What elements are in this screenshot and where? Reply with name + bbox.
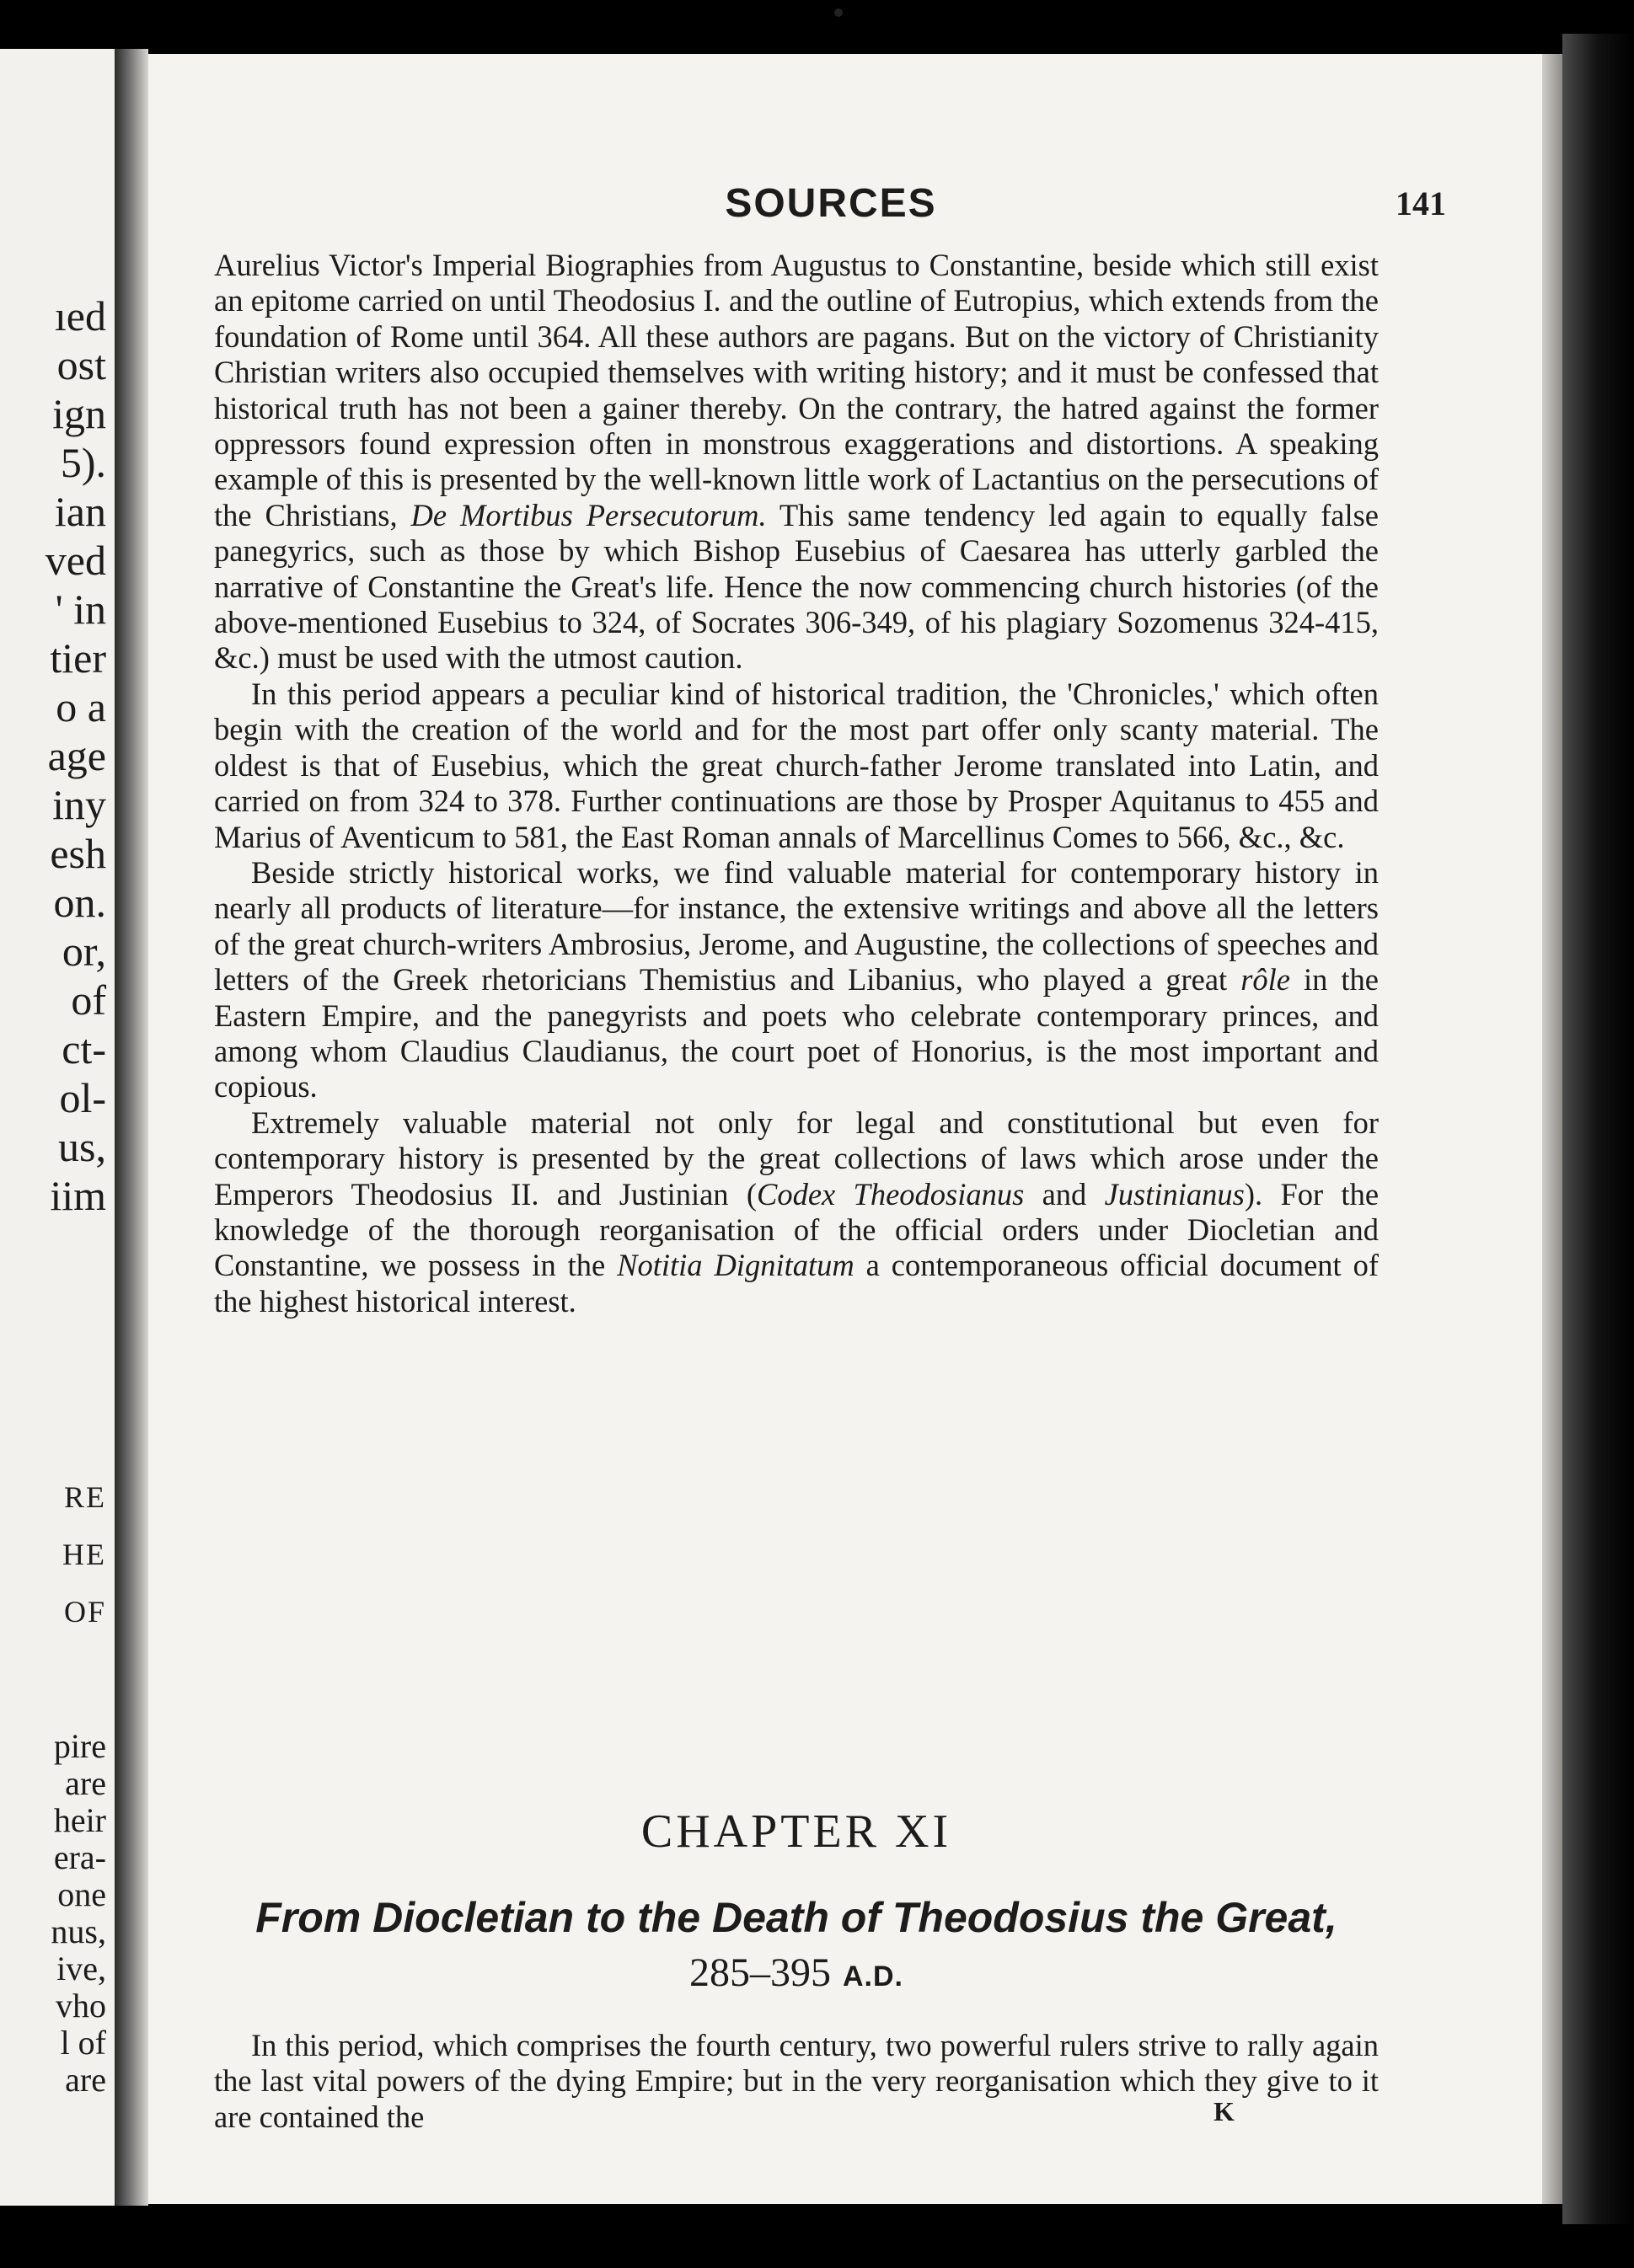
facing-page-text: RE (63, 1480, 106, 1514)
chapter-heading: CHAPTER XI (640, 1805, 952, 1858)
facing-page-text: era- (53, 1838, 106, 1876)
facing-page-text: iny (52, 781, 106, 828)
paragraph (214, 855, 1379, 1105)
scan-border (1562, 34, 1634, 2224)
facing-page-text: iim (50, 1172, 106, 1219)
facing-page-text: ' in (55, 586, 106, 633)
facing-page-fragment (0, 49, 115, 2206)
running-title: SOURCES (725, 181, 937, 226)
chapter-title (214, 1891, 1379, 2003)
facing-page-text: one (57, 1875, 106, 1913)
facing-page-text: us, (58, 1123, 106, 1170)
text-run: Beside strictly historical works, we find valuable material for contemporary history in nearly all products of literature—for instance, the extensive writings and above all the letters of the great church-writers Ambrosius, Jerome, and Augustine, the collections of speeches and letters of the Greek rhetoricians Themistius and Libanius, who played a great (214, 854, 1379, 998)
facing-page-text: heir (53, 1801, 106, 1839)
facing-page-text: or, (62, 928, 106, 975)
facing-page-text: o a (56, 683, 106, 730)
facing-page-text: esh (50, 830, 106, 877)
chapter-title-era: A.D. (842, 1960, 903, 1993)
italic-title: Notitia Dignitatum (617, 1248, 855, 1283)
paragraph (214, 248, 1379, 677)
scan-dot (834, 8, 843, 17)
chapter-body-text (214, 2028, 1379, 2135)
facing-page-text: nus, (51, 1912, 106, 1950)
text-run: This same tendency led again to equally false panegyrics, such as those by which Bishop Eusebius of Caesarea has utterly garbled the narrative of Constantine the Great's life. Hence the now commencing church histories (of the above-mentioned Eusebius to 324, of Socrates 306-349, of his plagiary Sozomenus 324-415, &c.) must be used with the utmost caution. (214, 497, 1380, 676)
italic-title: De Mortibus Persecutorum. (410, 497, 767, 532)
text-run: a contemporaneous official document of the highest historical interest. (214, 1248, 1379, 1319)
page-header (216, 180, 1446, 231)
facing-page-text: ct- (62, 1025, 106, 1072)
signature-mark: K (1213, 2096, 1235, 2126)
facing-page-text: l of (60, 2024, 106, 2062)
facing-page-text: OF (63, 1595, 106, 1629)
page-edge (1542, 54, 1562, 2204)
paragraph: In this period, which comprises the fourth century, two powerful rulers strive to rally again the last vital powers of the dying Empire; but in the very reorganisation which they give to it are contained the (214, 2028, 1379, 2134)
paragraph (214, 1105, 1379, 1319)
text-run: Aurelius Victor's Imperial Biographies from Augustus to Constantine, beside which still exist an epitome carried on until Theodosius I. and the outline of Eutropius, which extends from the foundation of Rome until 364. All these authors are pagans. But on the victory of Christianity Christian writers also occupied themselves with writing history; and it must be confessed that historical truth has not been a gainer thereby. On the contrary, the hatred against the former oppressors found expression often in monstrous exaggerations and distortions. A speaking example of this is presented by the well-known little work of Lactantius on the persecutions of the Christians, (214, 248, 1379, 532)
facing-page-text: on. (53, 879, 106, 926)
book-page (148, 54, 1542, 2204)
text-run: Extremely valuable material not only for legal and constitutional but even for contemporary history is presented by the great collections of laws which arose under the Emperors Theodosius II. and Justinian ( (214, 1105, 1379, 1212)
facing-page-text: pire (53, 1727, 106, 1765)
facing-page-text: are (65, 2061, 106, 2099)
text-run: ). For the knowledge of the thorough reorganisation of the official orders under Diocletian and Constantine, we possess in the (214, 1176, 1380, 1283)
italic-word: rôle (1240, 962, 1290, 998)
facing-page-text: ost (56, 341, 106, 388)
facing-page-text: ved (45, 537, 106, 584)
facing-page-text: 5). (60, 439, 106, 486)
chapter-title-dates: 285–395 (689, 1950, 832, 1995)
book-gutter (115, 49, 148, 2206)
facing-page-text: ıed (54, 292, 106, 340)
facing-page-text: ive, (56, 1950, 106, 1987)
facing-page-text: age (47, 732, 106, 779)
italic-title: Codex Theodosianus (757, 1176, 1025, 1212)
page-number: 141 (1396, 185, 1446, 222)
facing-page-text: vho (56, 1987, 106, 2025)
facing-page-text: ian (54, 488, 106, 535)
facing-page-text: are (65, 1764, 106, 1802)
body-text (214, 248, 1379, 1319)
facing-page-text: ol- (59, 1074, 106, 1121)
paragraph: In this period appears a peculiar kind of historical tradition, the 'Chronicles,' which often begin with the creation of the world and for the most part offer only scanty material. The oldest is that of Eusebius, which the great church-father Jerome translated into Latin, and carried on from 324 to 378. Further continuations are those by Prosper Aquitanus to 455 and Marius of Aventicum to 581, the East Roman annals of Marcellinus Comes to 566, &c., &c. (214, 676, 1379, 854)
italic-title: Justinianus (1104, 1176, 1245, 1212)
facing-page-text: of (71, 976, 106, 1024)
facing-page-text: tier (50, 634, 106, 682)
text-run: and (1024, 1176, 1105, 1212)
facing-page-text: ign (52, 390, 106, 437)
text-run: in the Eastern Empire, and the panegyrists and poets who celebrate contemporary princes, and among whom Claudius Claudianus, the court poet of Honorius, is the most important and copious. (214, 962, 1380, 1105)
facing-page-text: HE (62, 1538, 106, 1571)
chapter-title-main: From Diocletian to the Death of Theodosius the Great, (255, 1894, 1337, 1941)
